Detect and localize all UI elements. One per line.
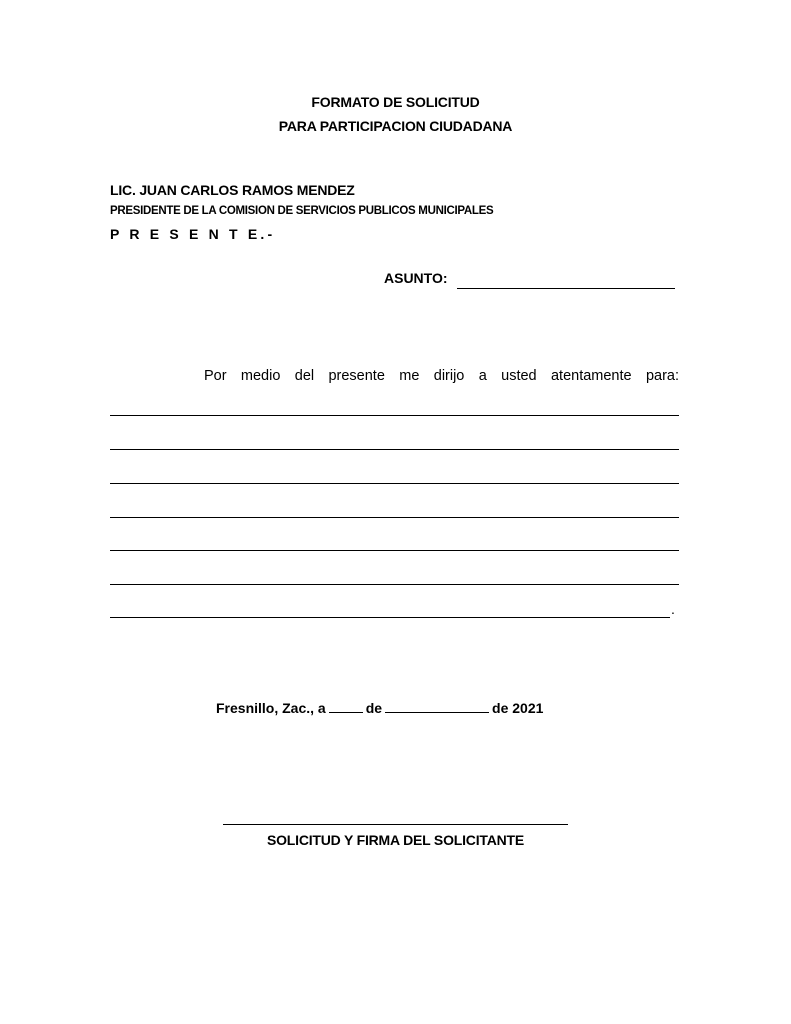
subject-blank-field[interactable] (457, 288, 675, 289)
date-month-blank[interactable] (385, 711, 489, 713)
request-line-7[interactable] (110, 617, 670, 618)
body-intro-text: Por medio del presente me dirijo a usted atentamente para: (204, 368, 679, 384)
date-line (216, 700, 543, 716)
subject-label: ASUNTO: (384, 270, 448, 286)
request-line-2[interactable] (110, 449, 679, 450)
date-day-blank[interactable] (329, 711, 363, 713)
request-line-4[interactable] (110, 517, 679, 518)
request-line-6[interactable] (110, 584, 679, 585)
signature-line[interactable] (223, 824, 568, 825)
document-title-line-1: FORMATO DE SOLICITUD (311, 94, 480, 110)
request-line-3[interactable] (110, 483, 679, 484)
signature-label: SOLICITUD Y FIRMA DEL SOLICITANTE (266, 832, 525, 848)
request-line-1[interactable] (110, 415, 679, 416)
document-title-line-2: PARA PARTICIPACION CIUDADANA (278, 118, 513, 134)
recipient-role: PRESIDENTE DE LA COMISION DE SERVICIOS PUBLICOS MUNICIPALES (110, 205, 494, 217)
date-of-text-1: de (365, 700, 383, 716)
recipient-name: LIC. JUAN CARLOS RAMOS MENDEZ (110, 182, 355, 198)
date-place-text: Fresnillo, Zac., a (216, 700, 326, 716)
recipient-greeting: P R E S E N T E.- (110, 226, 276, 242)
date-year-text: de 2021 (492, 700, 544, 716)
request-line-5[interactable] (110, 550, 679, 551)
request-closing-period: . (671, 601, 675, 617)
